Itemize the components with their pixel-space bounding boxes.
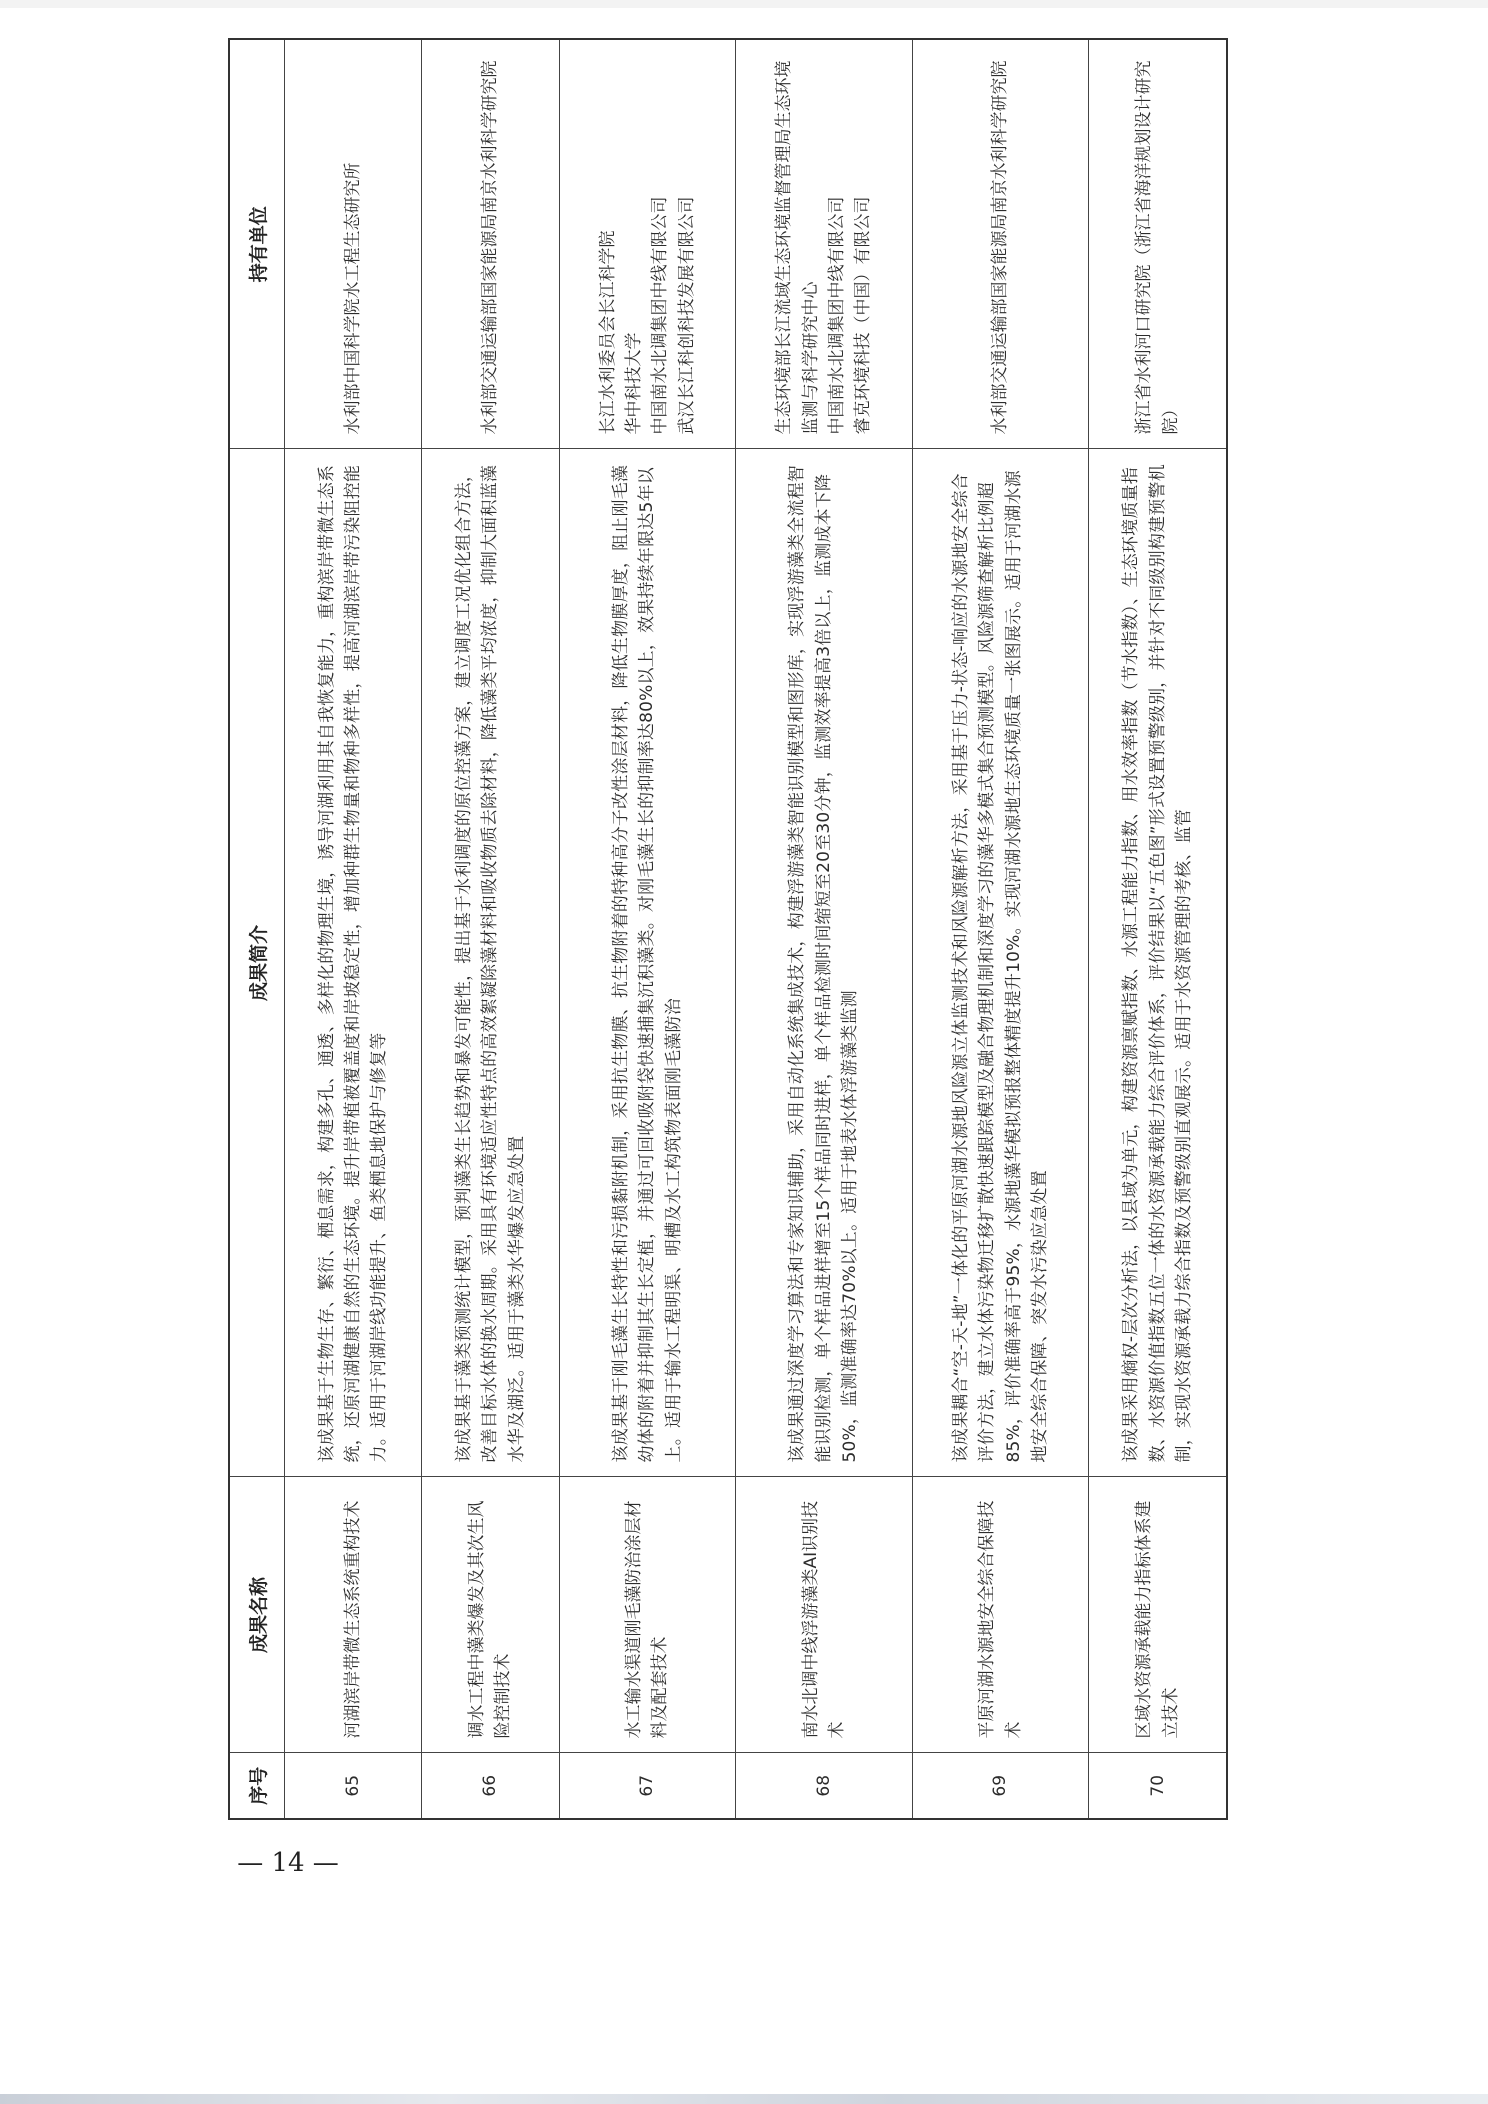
row-intro: 该成果基于刚毛藻生长特性和污损黏附机制，采用抗生物膜、抗生物附着的特种高分子改性涂层材料，降低生物膜厚度，阻止刚毛藻幼体的附着并抑制其生长定植，并通过可回收吸附袋快速捕集沉积藻类。对刚毛藻生长的抑制率达80%以上，效果持续年限达5年以上。适用于输水工程明渠、明槽及水工构筑物表面刚毛藻防治 [559, 449, 736, 1477]
row-name: 南水北调中线浮游藻类AI识别技术 [736, 1477, 913, 1753]
row-name: 河湖滨岸带微生态系统重构技术 [285, 1477, 422, 1753]
row-intro: 该成果采用熵权-层次分析法，以县域为单元，构建资源禀赋指数、水源工程能力指数、用水效率指数（节水指数）、生态环境质量指数、水资源价值指数五位一体的水资源承载能力综合评价体系，评价结果以“五色图”形式设置预警级别，并针对不同级别构建预警机制，实现水资源承载力综合指数及预警级别直观展示。适用于水资源管理的考核、监管 [1089, 449, 1227, 1477]
row-seq: 70 [1089, 1753, 1227, 1819]
scan-bottom-edge [0, 2094, 1488, 2104]
table-row [736, 39, 913, 1819]
table-row [422, 39, 559, 1819]
row-name: 区域水资源承载能力指标体系建立技术 [1089, 1477, 1227, 1753]
row-holder: 生态环境部长江流域生态环境监督管理局生态环境监测与科学研究中心 中国南水北调集团中线有限公司 睿克环境科技（中国）有限公司 [736, 39, 913, 449]
row-intro: 该成果基于藻类预测统计模型，预判藻类生长趋势和暴发可能性，提出基于水利调度的原位控藻方案，建立调度工况优化组合方法，改善目标水体的换水周期。采用具有环境适应性特点的高效絮凝除藻材料和吸收物质去除材料，降低藻类平均浓度，抑制大面积蓝藻水华及湖泛。适用于藻类水华爆发应急处置 [422, 449, 559, 1477]
achievements-table [228, 38, 1228, 1820]
table-row [285, 39, 422, 1819]
page-number: — 14 — [237, 1848, 339, 1878]
row-holder: 长江水利委员会长江科学院 华中科技大学 中国南水北调集团中线有限公司 武汉长江科创科技发展有限公司 [559, 39, 736, 449]
row-holder: 浙江省水利河口研究院（浙江省海洋规划设计研究院） [1089, 39, 1227, 449]
row-name: 调水工程中藻类爆发及其次生风险控制技术 [422, 1477, 559, 1753]
row-seq: 69 [912, 1753, 1089, 1819]
rotated-table-container [228, 40, 1228, 1820]
header-holder: 持有单位 [229, 39, 285, 449]
header-intro: 成果简介 [229, 449, 285, 1477]
table-header-row [229, 39, 285, 1819]
row-holder: 水利部交通运输部国家能源局南京水利科学研究院 [912, 39, 1089, 449]
row-seq: 67 [559, 1753, 736, 1819]
row-seq: 66 [422, 1753, 559, 1819]
row-holder: 水利部交通运输部国家能源局南京水利科学研究院 [422, 39, 559, 449]
row-holder: 水利部中国科学院水工程生态研究所 [285, 39, 422, 449]
row-intro: 该成果通过深度学习算法和专家知识辅助，采用自动化系统集成技术，构建浮游藻类智能识别模型和图形库，实现浮游藻类全流程智能识别检测，单个样品进样增至15个样品同时进样，单个样品检测时间缩短至20至30分钟，监测效率提高3倍以上，监测成本下降50%，监测准确率达70%以上。适用于地表水体浮游藻类监测 [736, 449, 913, 1477]
row-seq: 65 [285, 1753, 422, 1819]
row-name: 水工输水渠道刚毛藻防治涂层材料及配套技术 [559, 1477, 736, 1753]
row-intro: 该成果基于生物生存、繁衍、栖息需求，构建多孔、通透、多样化的物理生境，诱导河湖利用其自我恢复能力，重构滨岸带微生态系统，还原河湖健康自然的生态环境。提升岸带植被覆盖度和岸坡稳定性，增加种群生物量和物种多样性，提高河湖滨岸带污染阻控能力。适用于河湖岸线功能提升、鱼类栖息地保护与修复等 [285, 449, 422, 1477]
header-seq: 序号 [229, 1753, 285, 1819]
table-row [559, 39, 736, 1819]
header-name: 成果名称 [229, 1477, 285, 1753]
table-row [1089, 39, 1227, 1819]
row-intro: 该成果耦合“空-天-地”一体化的平原河湖水源地风险源立体监测技术和风险源解析方法，采用基于压力-状态-响应的水源地安全综合评价方法，建立水体污染物迁移扩散快速跟踪模型及融合物理机制和深度学习的藻华多模式集合预测模型。风险源筛查解析比例超85%，评价准确率高于95%，水源地藻华模拟预报整体精度提升10%。实现河湖水源地生态环境质量一张图展示。适用于河湖水源地安全综合保障、突发水污染应急处置 [912, 449, 1089, 1477]
row-name: 平原河湖水源地安全综合保障技术 [912, 1477, 1089, 1753]
scan-top-edge [0, 0, 1488, 8]
table-row [912, 39, 1089, 1819]
row-seq: 68 [736, 1753, 913, 1819]
